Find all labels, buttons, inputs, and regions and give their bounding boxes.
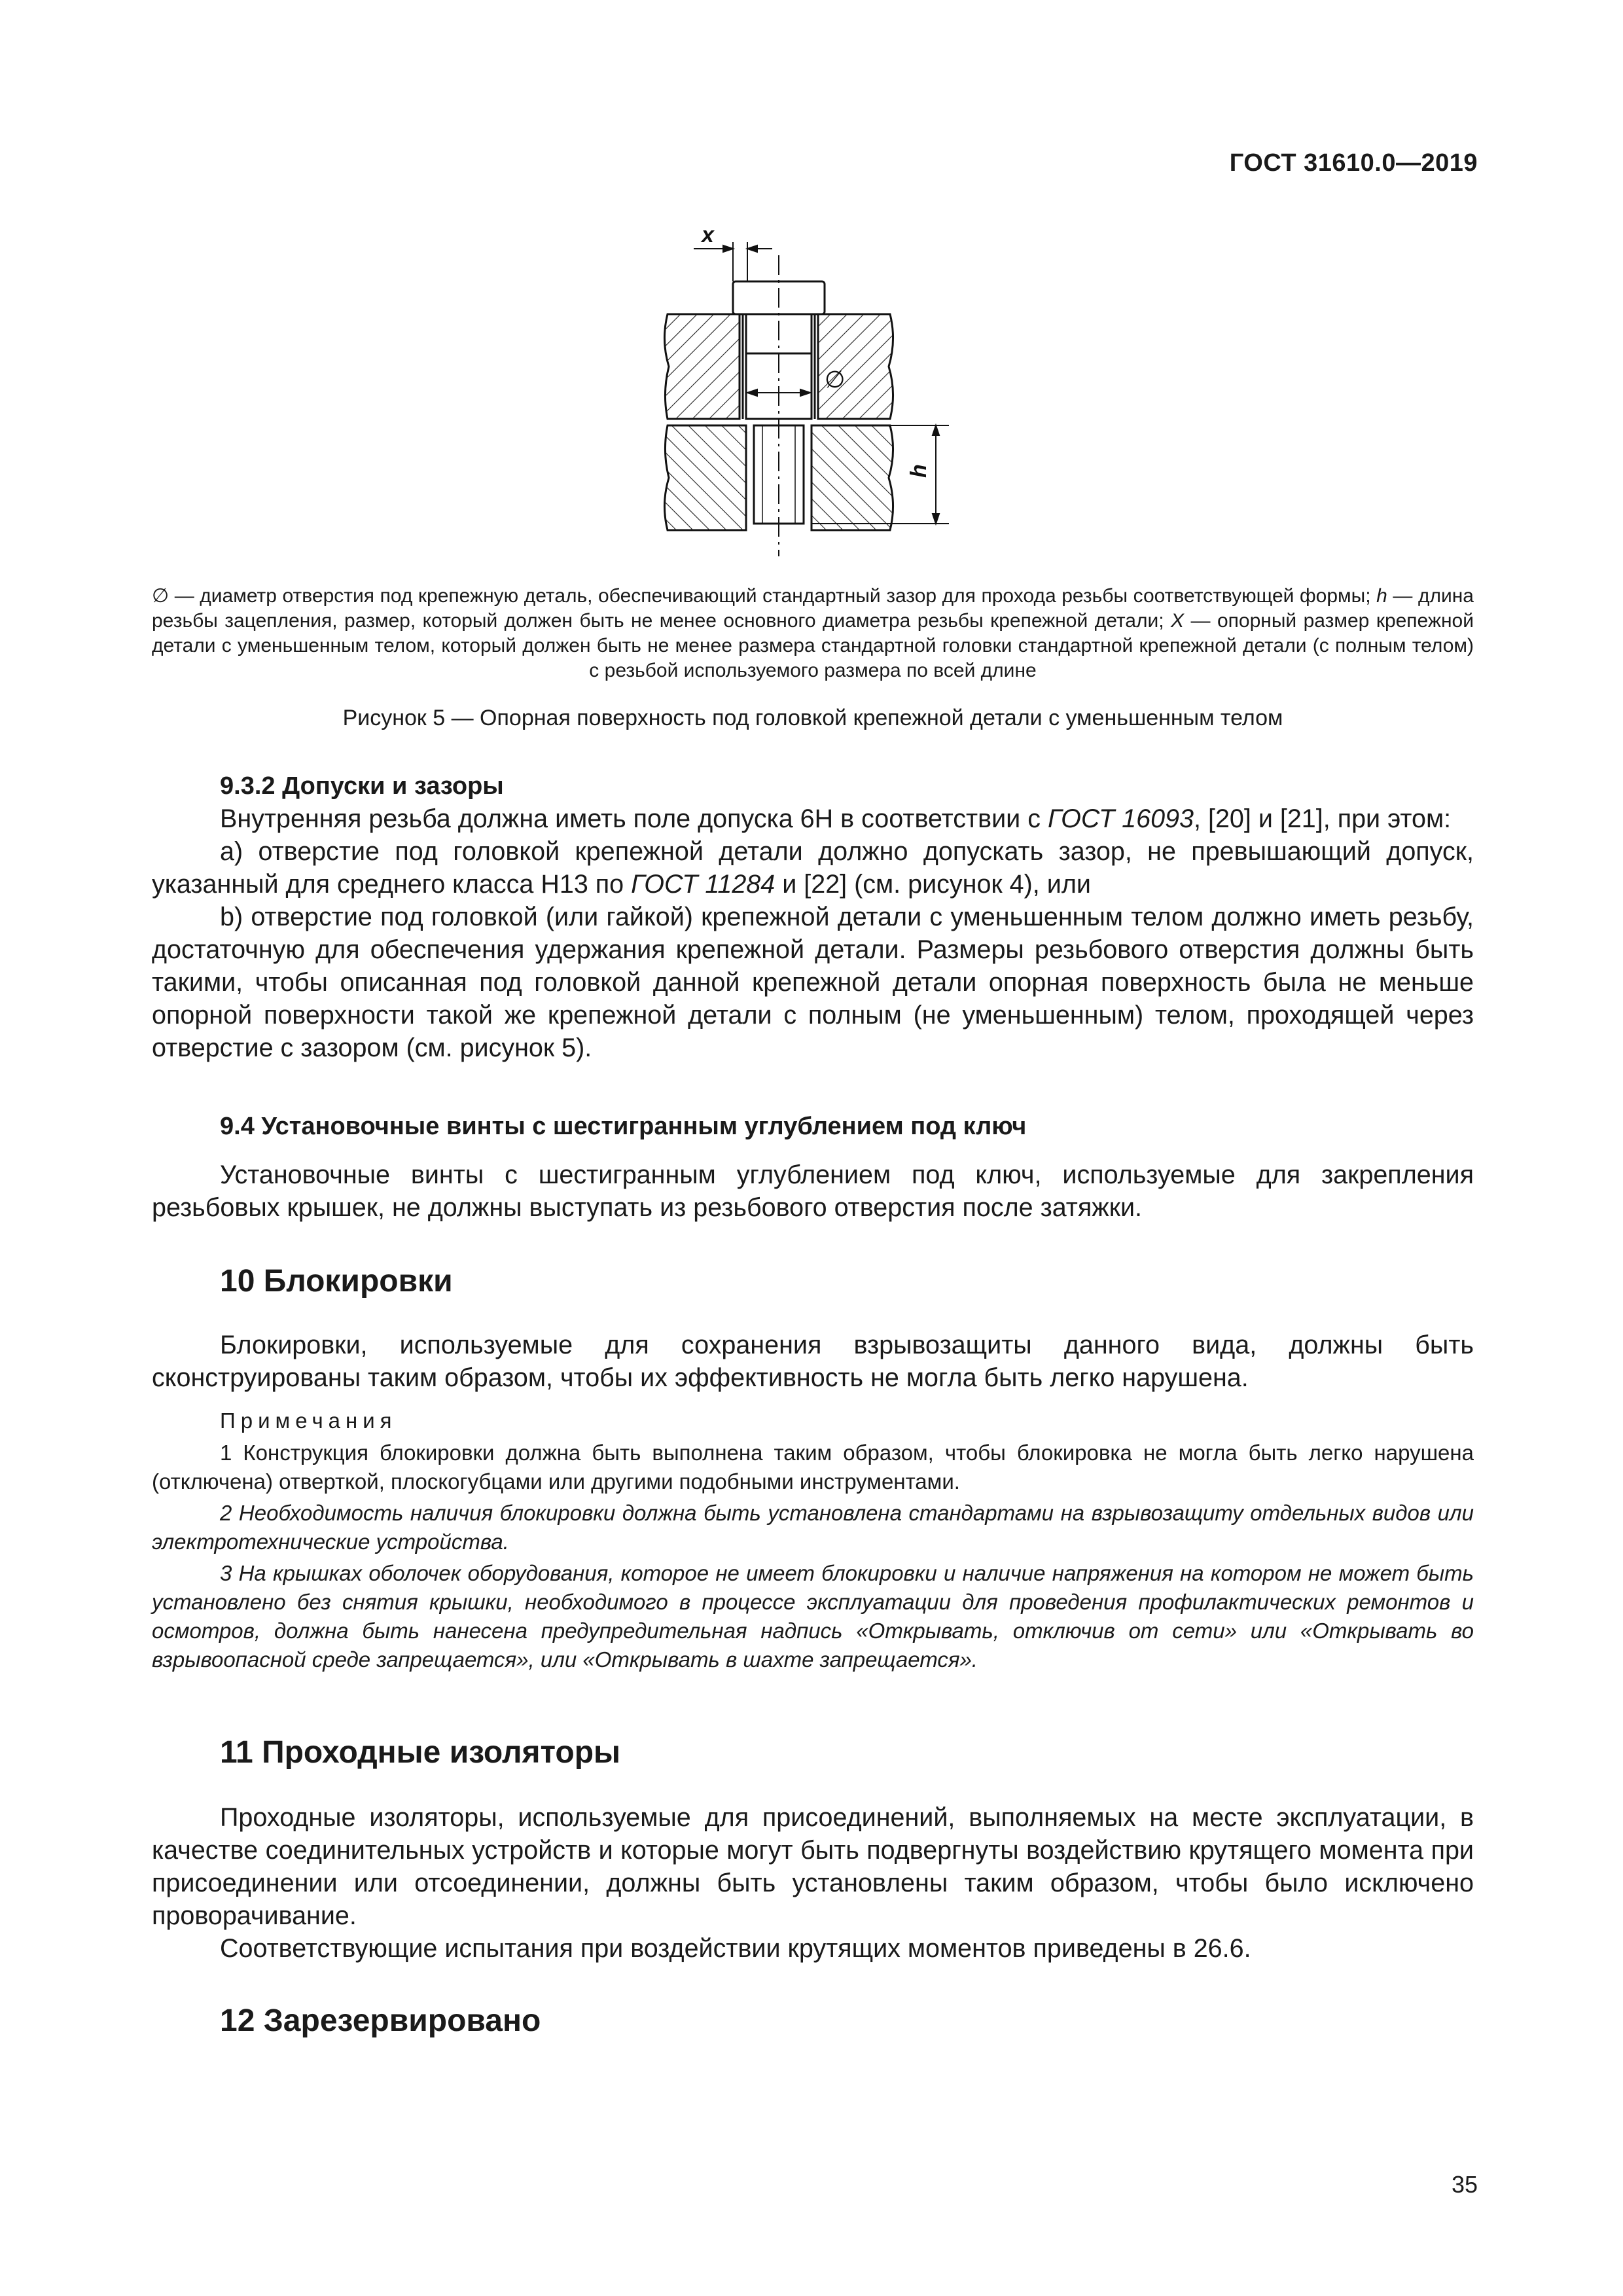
notes-heading: Примечания — [220, 1408, 397, 1433]
section-9-3-2-heading: 9.3.2 Допуски и зазоры — [220, 772, 504, 800]
section-9-4-body: Установочные винты с шестигранным углублением под ключ, используемые для закрепления резьбовых крышек, не должны выступать из резьбового отверстия после затяжки. — [152, 1160, 1474, 1222]
section-10-heading: 10 Блокировки — [220, 1264, 453, 1299]
dimension-x — [694, 242, 772, 281]
figure-legend: ∅ — диаметр отверстия под крепежную деталь, обеспечивающий стандартный зазор для прохода резьбы соответствующей формы; h — длина резьбы зацепления, размер, который должен быть не менее основного диаметра резьбы крепежной детали; X — опорный размер крепежной детали с уменьшенным телом, который должен быть не менее размера стандартной головки стандартной крепежной детали (с полным телом) с резьбой используемого размера по всей длине — [152, 585, 1474, 681]
section-9-4-heading: 9.4 Установочные винты с шестигранным углублением под ключ — [220, 1113, 1027, 1140]
paragraph: a) отверстие под головкой крепежной детали должно допускать зазор, не превышающий допуск, указанный для среднего класса H13 по ГОСТ 11284 и [22] (см. рисунок 4), или — [152, 837, 1474, 899]
section-11-body — [152, 1801, 1474, 1965]
note-1: 1 Конструкция блокировки должна быть выполнена таким образом, чтобы блокировка не могла быть легко нарушена (отключена) отверткой, плоскогубцами или другими подобными инструментами. — [152, 1441, 1474, 1494]
figure-caption: Рисунок 5 — Опорная поверхность под головкой крепежной детали с уменьшенным телом — [342, 706, 1283, 730]
paragraph: Соответствующие испытания при воздействии крутящих моментов приведены в 26.6. — [220, 1934, 1251, 1963]
figure-5-drawing — [628, 216, 969, 583]
paragraph: b) отверстие под головкой (или гайкой) крепежной детали с уменьшенным телом должно иметь резьбу, достаточную для обеспечения удержания крепежной детали. Размеры резьбового отверстия должны быть такими, чтобы описанная под головкой данной крепежной детали опорная поверхность была не меньше опорной поверхности такой же крепежной детали с полным (не уменьшенным) телом, проходящей через отверстие с зазором (см. рисунок 5). — [152, 903, 1474, 1062]
note-3: 3 На крышках оболочек оборудования, которое не имеет блокировки и наличие напряжения на котором не может быть установлено без снятия крышки, необходимого в процессе эксплуатации для проведения профилактических ремонтов и осмотров, должна быть нанесена предупредительная надпись «Открывать, отключив от сети» или «Открывать во взрывоопасной среде запрещается», или «Открывать в шахте запрещается». — [152, 1561, 1474, 1672]
paragraph: Проходные изоляторы, используемые для присоединений, выполняемых на месте эксплуатации, в качестве соединительных устройств и которые могут быть подвергнуты воздействию крутящего момента при присоединении или отсоединении, должны быть установлены таким образом, чтобы было исключено проворачивание. — [152, 1803, 1474, 1930]
section-10-body: Блокировки, используемые для сохранения взрывозащиты данного вида, должны быть сконструированы таким образом, чтобы их эффективность не могла быть легко нарушена. — [152, 1331, 1474, 1392]
section-11-heading: 11 Проходные изоляторы — [220, 1735, 620, 1770]
label-x: x — [702, 223, 714, 247]
page-number: 35 — [1451, 2171, 1478, 2198]
note-2: 2 Необходимость наличия блокировки должна быть установлена стандартами на взрывозащиту отдельных видов или электротехнические устройства. — [152, 1501, 1474, 1554]
label-h: h — [906, 464, 931, 478]
document-code: ГОСТ 31610.0—2019 — [1229, 149, 1478, 177]
paragraph: Внутренняя резьба должна иметь поле допуска 6H в соответствии с ГОСТ 16093, [20] и [21], при этом: — [220, 804, 1452, 833]
label-diameter: ∅ — [825, 367, 846, 393]
section-12-heading: 12 Зарезервировано — [220, 2003, 541, 2038]
section-9-3-2-body — [152, 802, 1474, 1064]
